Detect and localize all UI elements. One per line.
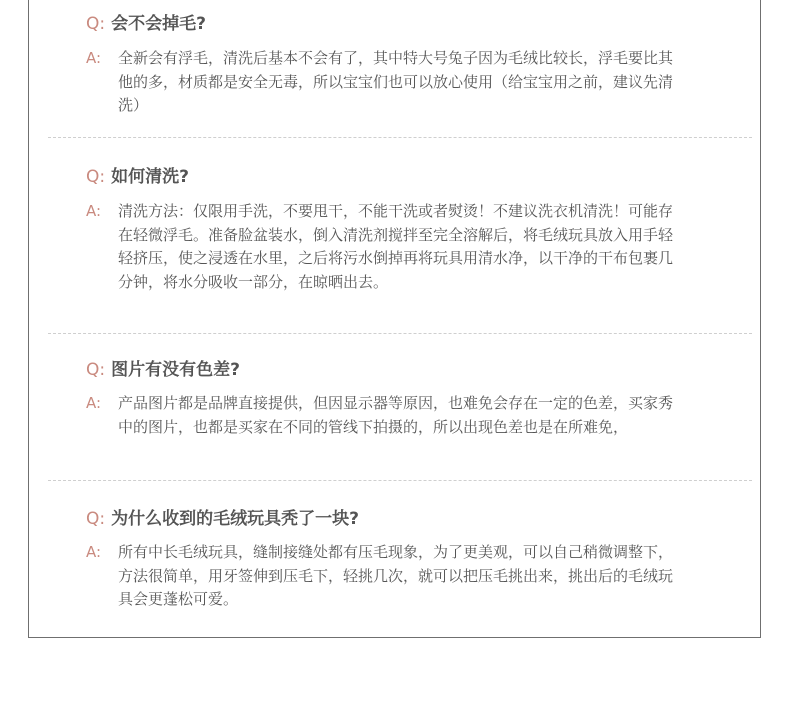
question-marker: Q: — [86, 509, 106, 529]
question-text: 图片有没有色差? — [111, 360, 240, 380]
faq-question — [86, 507, 359, 531]
answer-marker: A: — [86, 202, 102, 220]
faq-question — [86, 165, 189, 189]
question-text: 如何清洗? — [111, 167, 189, 187]
question-text: 会不会掉毛? — [111, 14, 206, 34]
faq-answer — [86, 541, 686, 612]
question-marker: Q: — [86, 167, 106, 187]
divider — [48, 480, 752, 481]
question-marker: Q: — [86, 14, 106, 34]
answer-marker: A: — [86, 543, 102, 561]
answer-marker: A: — [86, 49, 102, 67]
faq-question — [86, 12, 206, 36]
faq-question — [86, 358, 240, 382]
faq-answer — [86, 47, 686, 118]
answer-text: 所有中长毛绒玩具，缝制接缝处都有压毛现象，为了更美观，可以自己稍微调整下，方法很简单，用牙签伸到压毛下，轻挑几次，就可以把压毛挑出来，挑出后的毛绒玩具会更蓬松可爱。 — [118, 543, 674, 608]
faq-answer — [86, 200, 686, 294]
answer-marker: A: — [86, 394, 102, 412]
divider — [48, 333, 752, 334]
answer-text: 全新会有浮毛，清洗后基本不会有了，其中特大号兔子因为毛绒比较长，浮毛要比其他的多，材质都是安全无毒，所以宝宝们也可以放心使用（给宝宝用之前，建议先清洗） — [118, 49, 674, 114]
question-marker: Q: — [86, 360, 106, 380]
question-text: 为什么收到的毛绒玩具秃了一块? — [111, 509, 359, 529]
divider — [48, 137, 752, 138]
answer-text: 产品图片都是品牌直接提供，但因显示器等原因，也难免会存在一定的色差，买家秀中的图片，也都是买家在不同的管线下拍摄的，所以出现色差也是在所难免， — [118, 394, 674, 436]
faq-answer — [86, 392, 686, 439]
answer-text: 清洗方法：仅限用手洗，不要甩干，不能干洗或者熨烫！不建议洗衣机清洗！可能存在轻微浮毛。准备脸盆装水，倒入清洗剂搅拌至完全溶解后，将毛绒玩具放入用手轻轻挤压，使之浸透在水里，之后将污水倒掉再将玩具用清水净，以干净的干布包裹几分钟，将水分吸收一部分，在晾晒出去。 — [118, 202, 674, 291]
